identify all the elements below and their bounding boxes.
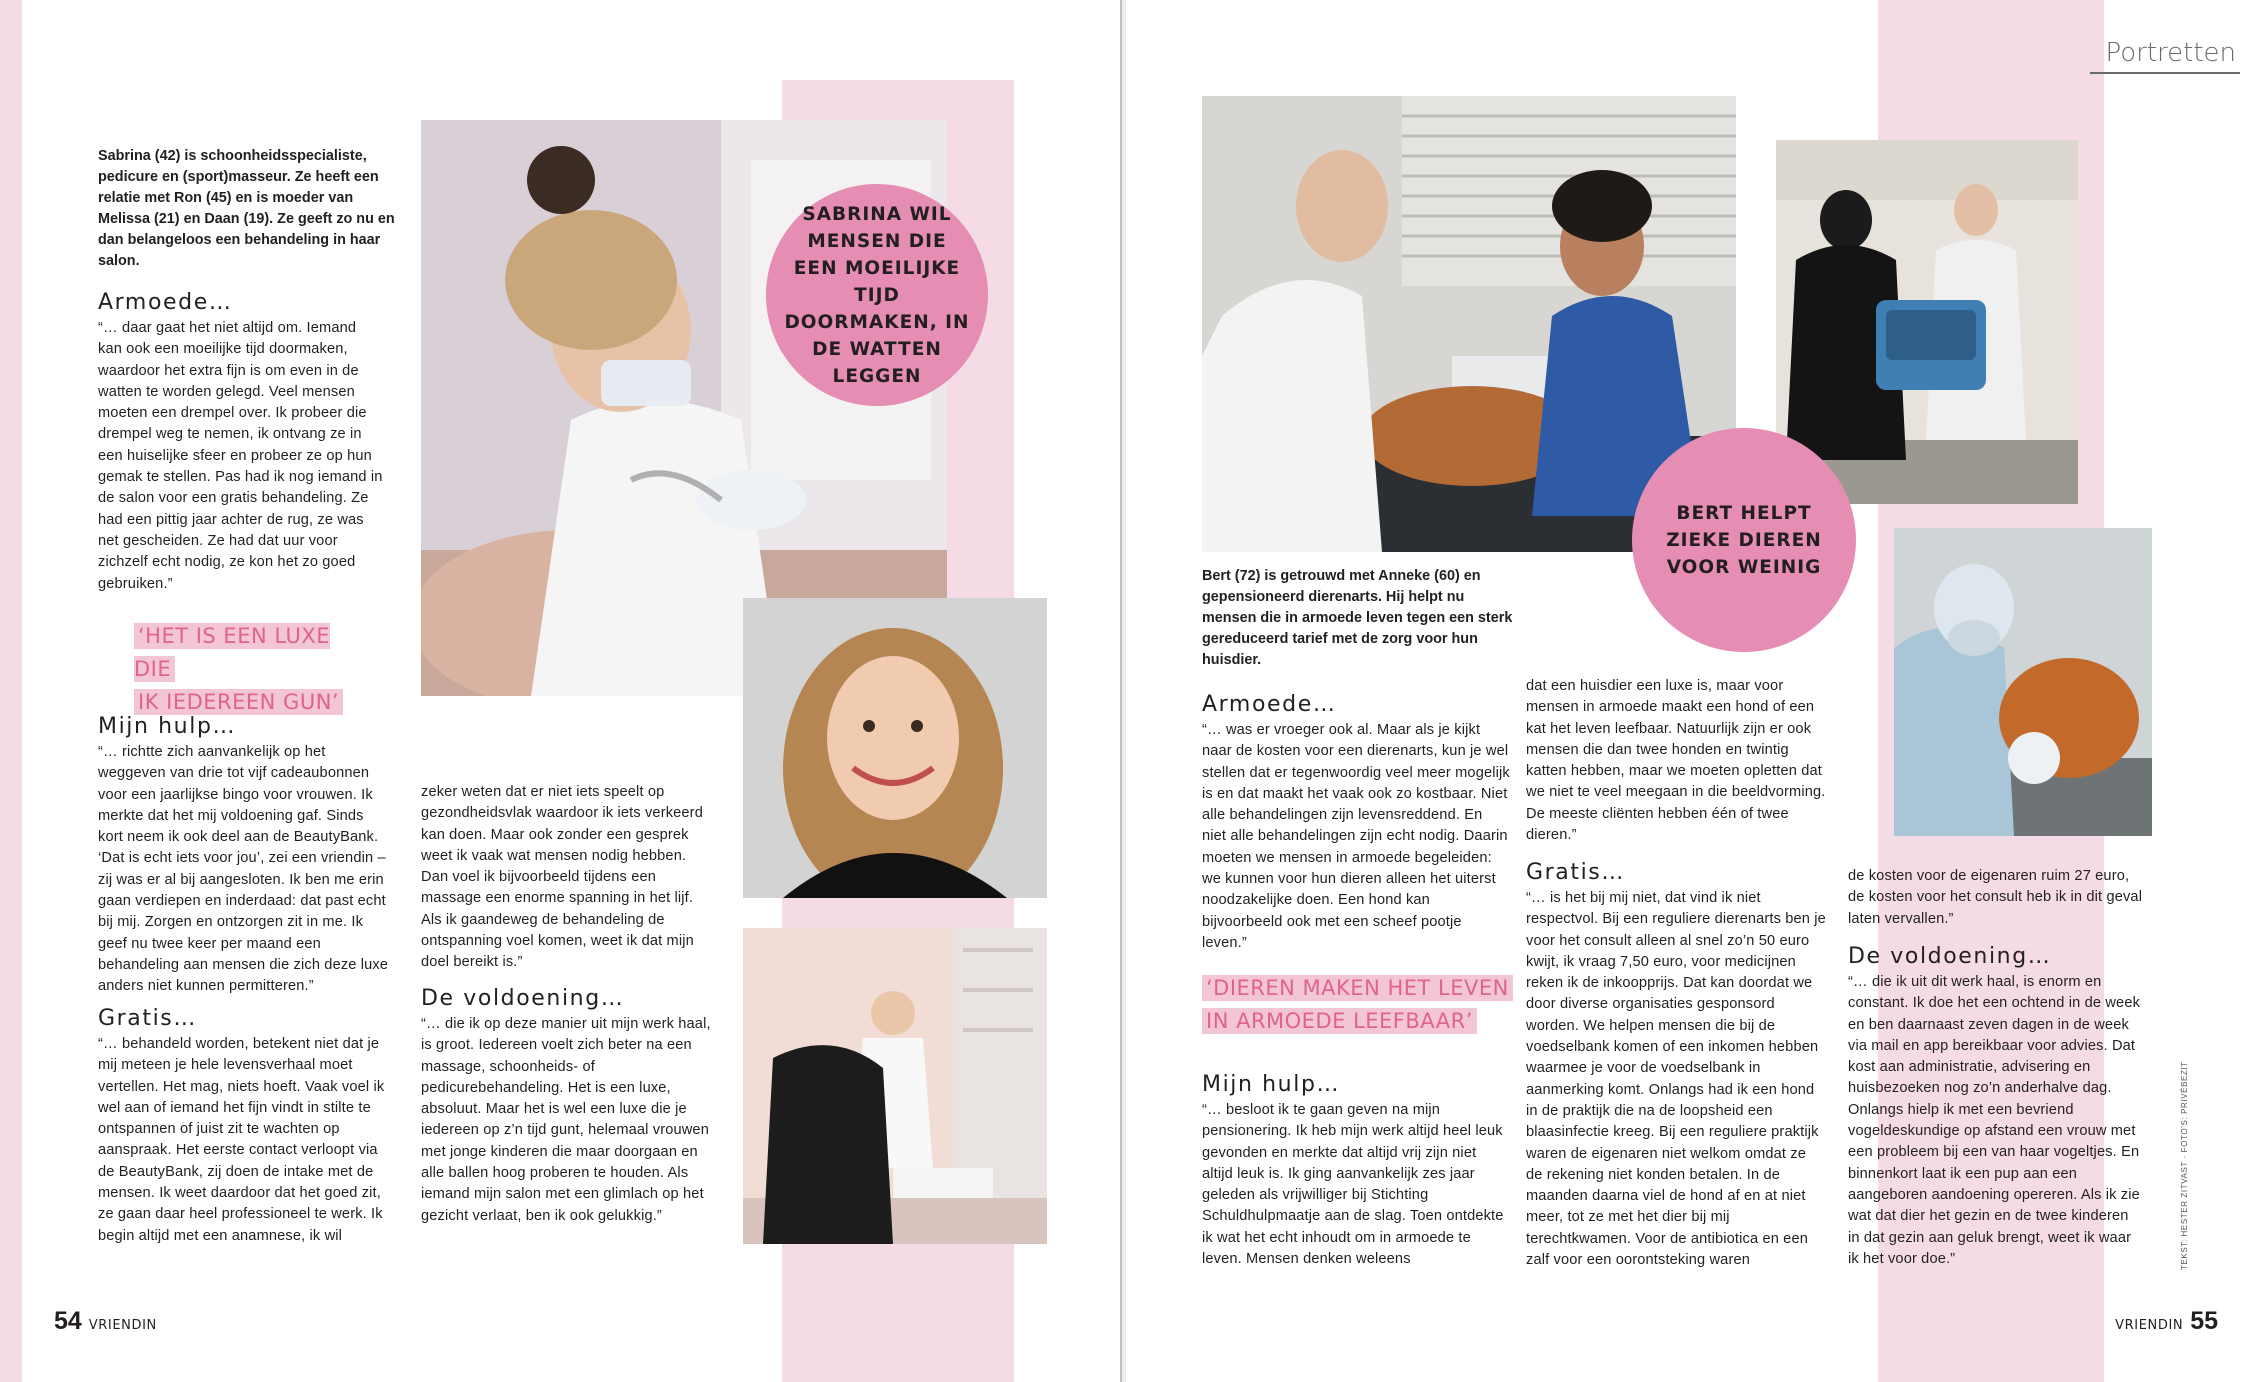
left-page — [0, 0, 1122, 1382]
intro-bert: Bert (72) is getrouwd met Anneke (60) en gepensioneerd dierenarts. Hij helpt nu mensen die in armoede leven tegen een sterk gereduceerd tarief met de zorg voor hun huisdier. — [1202, 568, 1513, 668]
body-armoede-right: “… was er vroeger ook al. Maar als je kijkt naar de kosten voor een dierenarts, kun je wel stellen dat er tegenwoordig veel meer mogelijk is en dat maakt het vaak ook zo kostbaar. Niet alle behandelingen zijn levensreddend. En niet alle behandelingen zijn echt nodig. Daarin moeten we mensen in armoede begeleiden: we kunnen voor hun dieren alleen het uiterst noodzakelijke doen. Een hond kan bijvoorbeeld ook met een scheef pootje leven.” — [1202, 722, 1510, 951]
pull-quote-line-1: ‘HET IS EEN LUXE DIE — [134, 624, 331, 681]
left-edge-pink-band — [0, 0, 22, 1382]
photo-vet-treating-dog — [1894, 528, 2152, 836]
heading-de-voldoening: De voldoening… — [421, 986, 625, 1011]
page-number-right: 55 — [2190, 1307, 2218, 1335]
heading-armoede-right: Armoede… — [1202, 692, 1337, 717]
body-mijn-hulp-right: “… besloot ik te gaan geven na mijn pensionering. Ik heb mijn werk altijd heel leuk gevonden en merkte dat altijd vrij zijn niet altijd leuk is. Ik ging aanvankelijk zes jaar geleden als vrijwilliger bij Stichting Schuldhulpmaatje aan de slag. Toen ontdekte ik wat het echt inhoudt om in armoede te leven. Mensen denken weleens — [1202, 1102, 1504, 1268]
heading-gratis: Gratis… — [98, 1006, 197, 1031]
intro-sabrina: Sabrina (42) is schoonheidsspecialiste, pedicure en (sport)masseur. Ze heeft een relatie met Ron (45) en is moeder van Melissa (21) en Daan (19). Ze geeft zo nu en dan belangeloos een behandeling in haar salon. — [98, 148, 395, 269]
pull-quote-luxe — [134, 620, 374, 719]
photo-sabrina-portrait — [743, 598, 1047, 898]
circle-callout-bert: BERT HELPT ZIEKE DIEREN VOOR WEINIG — [1632, 428, 1856, 652]
body-de-voldoening: “… die ik op deze manier uit mijn werk haal, is groot. Iedereen voelt zich beter na een massage, schoonheids- of pedicurebehandeling. Het is een luxe, absoluut. Maar het is wel een luxe die je iedereen op z’n tijd gunt, helemaal vrouwen met jonge kinderen die maar doorgaan en alle ballen hoog proberen te houden. Als iemand mijn salon met een glimlach op het gezicht verlaat, ben ik ook gelukkig.” — [421, 1016, 711, 1224]
magazine-name-left: VRIENDIN — [88, 1318, 157, 1333]
magazine-name-right: VRIENDIN — [2115, 1318, 2184, 1333]
heading-gratis-right: Gratis… — [1526, 860, 1625, 885]
pull-quote-line-2-right: IN ARMOEDE LEEFBAAR’ — [1202, 1008, 1477, 1034]
page-footer-right — [2115, 1307, 2218, 1336]
photo-credit: TEKST: HESTER ZITVAST · FOTO’S: PRIVÉBEZIT — [2180, 1061, 2189, 1270]
body-col2-continued: zeker weten dat er niet iets speelt op gezondheidsvlak waardoor ik iets verkeerd kan doen. Maar ook zonder een gesprek weet ik vaak wat mensen nodig hebben. Dan voel ik bijvoorbeeld tijdens een massage een enorme spanning in het lijf. Als ik gaandeweg de behandeling de ontspanning voel komen, weet ik dat mijn doel bereikt is.” — [421, 784, 703, 971]
heading-armoede: Armoede… — [98, 290, 233, 315]
body-de-voldoening-right: “… die ik uit dit werk haal, is enorm en constant. Ik doe het een ochtend in de week en ben daarnaast zeven dagen in de week via mail en app bereikbaar voor advies. Dat kost aan administratie, advisering en huisbezoeken nog zo’n anderhalve dag. Onlangs hielp ik met een bevriend vogeldeskundige op afstand een vrouw met een probleem bij een van haar vogeltjes. En binnenkort laat ik een pup aan een aangeboren aandoening opereren. Als ik zie wat dat dier het gezin en de twee kinderen in dat gezin aan geluk brengt, weet ik waar ik het voor doe.” — [1848, 974, 2141, 1267]
heading-de-voldoening-right: De voldoening… — [1848, 944, 2052, 969]
pull-quote-dieren — [1202, 972, 1532, 1038]
heading-mijn-hulp: Mijn hulp… — [98, 714, 237, 739]
right-page — [1126, 0, 2252, 1382]
body-col2-top-right: dat een huisdier een luxe is, maar voor mensen in armoede maakt een hond of een kat het leven leefbaar. Natuurlijk zijn er ook mensen die dan twee honden en twintig katten hebben, maar we moeten opletten dat we niet te veel meegaan in die beeldvorming. De meeste cliënten hebben één of twee dieren.” — [1526, 678, 1826, 844]
page-footer-left — [54, 1307, 157, 1336]
section-title: Portretten — [2090, 38, 2240, 74]
heading-mijn-hulp-right: Mijn hulp… — [1202, 1072, 1341, 1097]
pull-quote-line-1-right: ‘DIEREN MAKEN HET LEVEN — [1202, 975, 1513, 1001]
photo-sabrina-salon — [743, 928, 1047, 1244]
body-mijn-hulp: “… richtte zich aanvankelijk op het weggeven van drie tot vijf cadeaubonnen voor een jaarlijkse bingo voor vrouwen. Ik merkte dat het mij voldoening gaf. Sinds kort neem ik ook deel aan de BeautyBank. ‘Dat is echt iets voor jou’, zei een vriendin – zij was er al bij aangesloten. Ik ben me erin gaan verdiepen en inderdaad: dat past echt bij mij. Zorgen en ontzorgen zit in me. Ik geef nu twee keer per maand een behandeling aan mensen die zich deze luxe anders niet kunnen permitteren.” — [98, 744, 389, 995]
body-col3-top-right: de kosten voor de eigenaren ruim 27 euro, de kosten voor het consult heb ik in dit geval laten vervallen.” — [1848, 868, 2143, 927]
body-armoede: “… daar gaat het niet altijd om. Iemand kan ook een moeilijke tijd doormaken, waardoor het extra fijn is om even in de watten te worden gelegd. Veel mensen moeten een drempel over. Ik probeer die drempel weg te nemen, ik ontvang ze in een huiselijke sfeer en probeer ze op hun gemak te stellen. Pas had ik nog iemand in de salon voor een gratis behandeling. Ze had een pittig jaar achter de rug, ze was net gescheiden. Ze had dat uur voor zichzelf echt nodig, ze kon het zo goed gebruiken.” — [98, 320, 383, 592]
body-gratis: “… behandeld worden, betekent niet dat je mij meteen je hele levensverhaal moet vertellen. Het mag, niets hoeft. Vaak voel ik wel aan of iemand het fijn vindt in stilte te ontspannen of juist zit te wachten op aanspraak. Het eerste contact verloopt via de BeautyBank, zij doen de intake met de mensen. Ik weet daardoor dat het goed zit, ze gaan daar heel professioneel te werk. Ik begin altijd met een anamnese, ik wil — [98, 1036, 385, 1244]
photo-clients-with-pet-carrier — [1776, 140, 2078, 504]
page-number-left: 54 — [54, 1307, 82, 1335]
body-gratis-right: “… is het bij mij niet, dat vind ik niet respectvol. Bij een reguliere dierenarts ben je voor het consult alleen al snel zo’n 50 euro kwijt, ik vraag 7,50 euro, voor medicijnen reken ik de inkoopprijs. Dat kan doordat we door diverse organisaties gesponsord worden. We helpen mensen die bij de voedselbank komen of een inkomen hebben waarmee je voor de voedselbank in aanmerking komt. Onlangs had ik een hond in de praktijk die na de loopsheid een blaasinfectie kreeg. Bij een reguliere praktijk waren de eigenaren niet welkom omdat ze de rekening niet konden betalen. In de maanden daarna viel de hond af en at niet meer, tot ze met het dier bij mij terechtkwamen. Voor de antibiotica en een zalf voor een oorontsteking waren — [1526, 890, 1826, 1269]
circle-callout-sabrina: SABRINA WIL MENSEN DIE EEN MOEILIJKE TIJD DOORMAKEN, IN DE WATTEN LEGGEN — [766, 184, 988, 406]
pull-quote-line-2: IK IEDEREEN GUN’ — [134, 689, 343, 715]
